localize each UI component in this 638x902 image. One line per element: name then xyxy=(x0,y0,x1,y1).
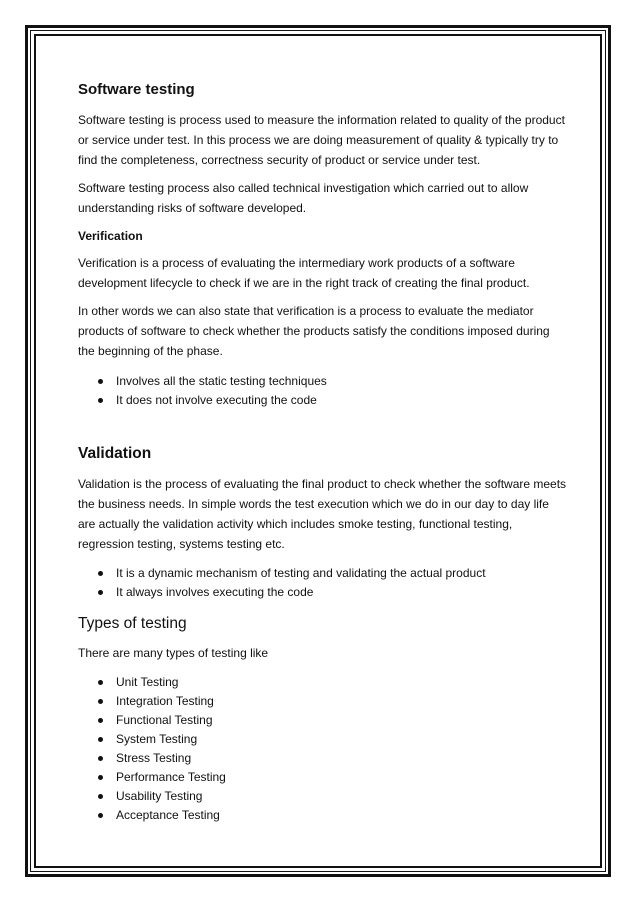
list-item: It does not involve executing the code xyxy=(78,391,568,410)
bullet-icon xyxy=(98,794,103,799)
verification-bullet-list xyxy=(78,372,568,410)
list-item: Integration Testing xyxy=(78,692,568,711)
document-content xyxy=(78,78,568,825)
bullet-icon xyxy=(98,590,103,595)
list-item: Involves all the static testing techniques xyxy=(78,372,568,391)
bullet-icon xyxy=(98,680,103,685)
verification-paragraph-2: In other words we can also state that verification is a process to evaluate the mediator products of software to check whether the products satisfy the conditions imposed during the beginning of the phase. xyxy=(78,304,550,358)
list-item: It always involves executing the code xyxy=(78,583,568,602)
bullet-icon xyxy=(98,756,103,761)
verification-paragraph-1: Verification is a process of evaluating the intermediary work products of a software development lifecycle to check if we are in the right track of creating the final product. xyxy=(78,256,530,290)
validation-paragraph: Validation is the process of evaluating the final product to check whether the software meets the business needs. In simple words the test execution which we do in our day to day life are actually the validation activity which includes smoke testing, functional testing, regression testing, systems testing etc. xyxy=(78,477,567,551)
bullet-icon xyxy=(98,775,103,780)
verification-heading: Verification xyxy=(78,229,143,243)
bullet-icon xyxy=(98,571,103,576)
validation-heading: Validation xyxy=(78,445,152,462)
software-testing-paragraph-2: Software testing process also called technical investigation which carried out to allow understanding risks of software developed. xyxy=(78,181,529,215)
list-item: Acceptance Testing xyxy=(78,806,568,825)
list-item: Usability Testing xyxy=(78,787,568,806)
list-item: Stress Testing xyxy=(78,749,568,768)
list-item: It is a dynamic mechanism of testing and validating the actual product xyxy=(78,564,568,583)
software-testing-paragraph-1: Software testing is process used to measure the information related to quality of the product or service under test. In this process we are doing measurement of quality & typically try to find the completeness, correctness security of product or service under test. xyxy=(78,113,565,167)
types-of-testing-intro: There are many types of testing like xyxy=(78,646,269,660)
software-testing-heading: Software testing xyxy=(78,81,195,98)
bullet-icon xyxy=(98,379,103,384)
list-item: System Testing xyxy=(78,730,568,749)
types-of-testing-heading: Types of testing xyxy=(78,615,187,632)
list-item: Unit Testing xyxy=(78,673,568,692)
list-item: Performance Testing xyxy=(78,768,568,787)
bullet-icon xyxy=(98,737,103,742)
bullet-icon xyxy=(98,813,103,818)
list-item: Functional Testing xyxy=(78,711,568,730)
bullet-icon xyxy=(98,398,103,403)
testing-types-bullet-list xyxy=(78,673,568,825)
bullet-icon xyxy=(98,699,103,704)
validation-bullet-list xyxy=(78,564,568,602)
bullet-icon xyxy=(98,718,103,723)
